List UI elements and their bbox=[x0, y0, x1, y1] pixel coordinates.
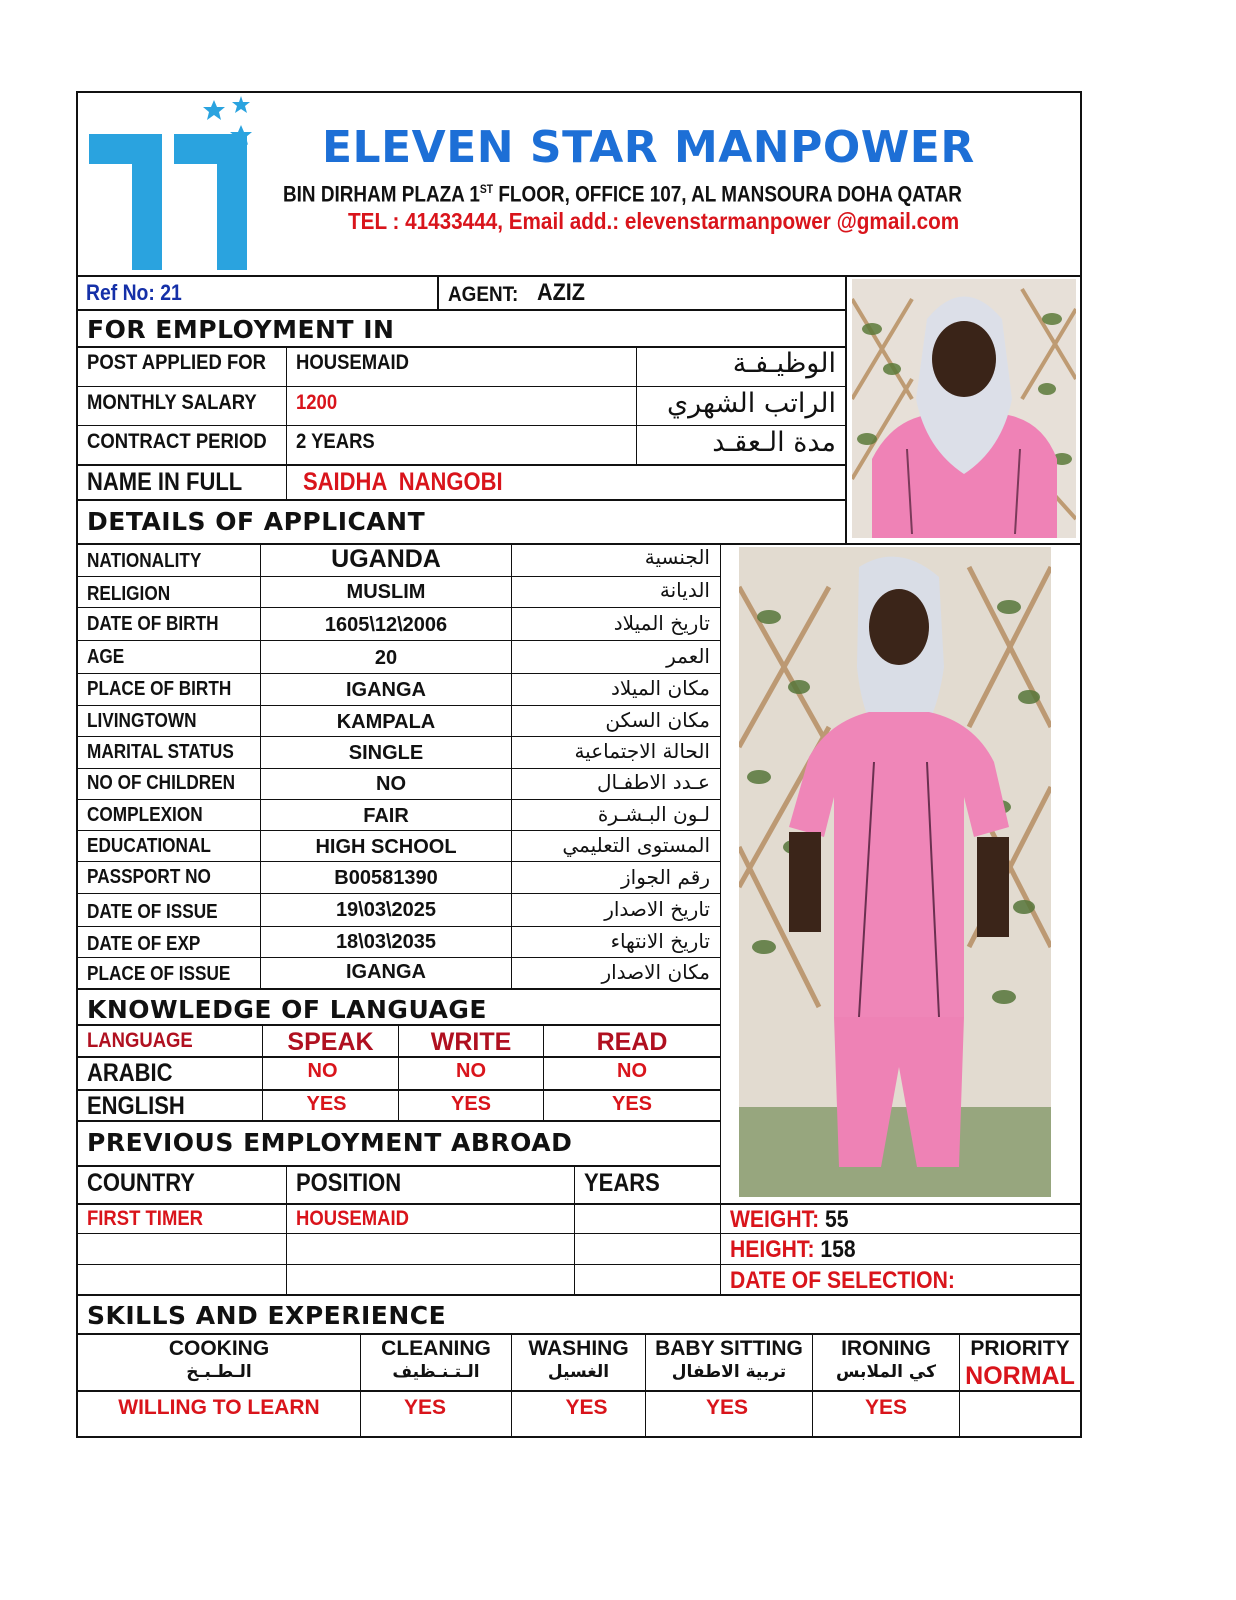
skill-arabic: الغسيل bbox=[547, 1362, 610, 1382]
detail-arabic: تاريخ الميلاد bbox=[613, 611, 710, 635]
portrait-image bbox=[852, 279, 1076, 538]
detail-label: DATE OF ISSUE bbox=[87, 901, 218, 923]
details-heading: DETAILS OF APPLICANT bbox=[87, 507, 426, 536]
contract-value: 2 YEARS bbox=[296, 430, 375, 453]
employment-heading: FOR EMPLOYMENT IN bbox=[87, 315, 395, 344]
skill-label: WASHING bbox=[528, 1337, 629, 1360]
priority-label: PRIORITY bbox=[970, 1337, 1070, 1360]
detail-arabic: المستوى التعليمي bbox=[562, 833, 710, 857]
detail-label: PLACE OF ISSUE bbox=[87, 963, 231, 985]
eleven-star-logo-icon bbox=[86, 94, 261, 272]
salary-label: MONTHLY SALARY bbox=[87, 391, 257, 414]
read-col-label: READ bbox=[596, 1028, 668, 1056]
ref-number: Ref No: 21 bbox=[86, 280, 182, 305]
agent-name: AZIZ bbox=[537, 279, 585, 306]
salary-value: 1200 bbox=[296, 391, 338, 414]
previous-heading: PREVIOUS EMPLOYMENT ABROAD bbox=[87, 1128, 573, 1157]
skill-arabic: تربية الاطفال bbox=[671, 1362, 787, 1382]
detail-value: 1605\12\2006 bbox=[324, 614, 448, 636]
skill-value: YES bbox=[864, 1396, 908, 1419]
detail-label: COMPLEXION bbox=[87, 804, 203, 826]
detail-arabic: مكان الميلاد bbox=[611, 676, 710, 700]
agent-label: AGENT: bbox=[448, 283, 519, 306]
previous-position: HOUSEMAID bbox=[296, 1207, 409, 1230]
skill-arabic: الـتـنـظيف bbox=[392, 1362, 480, 1382]
detail-value: B00581390 bbox=[334, 867, 438, 889]
company-name: ELEVEN STAR MANPOWER bbox=[322, 122, 975, 173]
detail-arabic: مكان الاصدار bbox=[601, 960, 710, 984]
detail-value: SINGLE bbox=[348, 742, 424, 764]
skills-heading: SKILLS AND EXPERIENCE bbox=[87, 1301, 447, 1330]
previous-country: FIRST TIMER bbox=[87, 1207, 204, 1230]
detail-arabic: تاريخ الاصدار bbox=[604, 897, 710, 921]
salary-arabic: الراتب الشهري bbox=[666, 388, 836, 419]
detail-label: AGE bbox=[87, 646, 125, 668]
frame-left bbox=[76, 91, 78, 1438]
applicant-portrait-photo bbox=[852, 279, 1076, 538]
priority-value: NORMAL bbox=[965, 1362, 1075, 1390]
detail-arabic: الديانة bbox=[659, 578, 710, 602]
detail-value: KAMPALA bbox=[336, 711, 436, 733]
skill-label: IRONING bbox=[841, 1337, 931, 1360]
language-name: ENGLISH bbox=[87, 1092, 185, 1120]
post-value: HOUSEMAID bbox=[296, 351, 409, 374]
full-name-label: NAME IN FULL bbox=[87, 468, 243, 496]
language-name: ARABIC bbox=[87, 1059, 173, 1087]
detail-value: NO bbox=[376, 773, 406, 795]
detail-value: IGANGA bbox=[346, 679, 426, 701]
detail-arabic: رقم الجواز bbox=[621, 865, 710, 889]
speak-col-label: SPEAK bbox=[287, 1028, 374, 1056]
country-col-label: COUNTRY bbox=[87, 1169, 195, 1197]
company-address: BIN DIRHAM PLAZA 1ST FLOOR, OFFICE 107, AL MANSOURA DOHA QATAR bbox=[283, 181, 962, 207]
years-col-label: YEARS bbox=[584, 1169, 660, 1197]
language-speak: YES bbox=[306, 1093, 347, 1115]
detail-value: FAIR bbox=[363, 805, 409, 827]
detail-label: MARITAL STATUS bbox=[87, 741, 234, 763]
skill-label: COOKING bbox=[168, 1337, 270, 1360]
detail-value: IGANGA bbox=[346, 961, 426, 983]
contract-label: CONTRACT PERIOD bbox=[87, 430, 267, 453]
skill-value: WILLING TO LEARN bbox=[118, 1396, 320, 1419]
weight: WEIGHT: 55 bbox=[730, 1206, 849, 1233]
company-contact: TEL : 41433444, Email add.: elevenstarmanpower @gmail.com bbox=[348, 208, 960, 234]
detail-label: PLACE OF BIRTH bbox=[87, 678, 232, 700]
language-write: NO bbox=[456, 1060, 486, 1082]
detail-arabic: لـون البـشـرة bbox=[597, 802, 710, 826]
frame-bottom bbox=[76, 1436, 1082, 1438]
language-read: NO bbox=[617, 1060, 647, 1082]
skill-value: YES bbox=[403, 1396, 447, 1419]
detail-arabic: مكان السكن bbox=[605, 708, 710, 732]
skill-arabic: الـطـبـخ bbox=[186, 1362, 252, 1382]
detail-value: 18\03\2035 bbox=[335, 931, 437, 953]
full-body-image bbox=[739, 547, 1051, 1197]
skill-label: CLEANING bbox=[381, 1337, 491, 1360]
contract-arabic: مدة الـعقـد bbox=[712, 427, 836, 458]
language-write: YES bbox=[450, 1093, 492, 1115]
detail-label: PASSPORT NO bbox=[87, 866, 211, 888]
frame-right bbox=[1080, 91, 1082, 1438]
skill-label: BABY SITTING bbox=[655, 1337, 803, 1360]
post-arabic: الوظيـفـة bbox=[732, 348, 836, 379]
height: HEIGHT: 158 bbox=[730, 1236, 856, 1263]
write-col-label: WRITE bbox=[430, 1028, 512, 1056]
detail-label: LIVINGTOWN bbox=[87, 710, 197, 732]
detail-arabic: الجنسية bbox=[644, 545, 710, 569]
detail-label: EDUCATIONAL bbox=[87, 835, 211, 857]
detail-label: DATE OF BIRTH bbox=[87, 613, 219, 635]
applicant-full-body-photo bbox=[739, 547, 1051, 1197]
detail-label: NATIONALITY bbox=[87, 550, 202, 572]
detail-value: 20 bbox=[374, 647, 398, 669]
detail-value: UGANDA bbox=[331, 545, 441, 573]
full-name-value: SAIDHA NANGOBI bbox=[303, 468, 503, 496]
skill-arabic: كي الملابس bbox=[836, 1362, 936, 1382]
position-col-label: POSITION bbox=[296, 1169, 402, 1197]
skill-value: YES bbox=[565, 1396, 608, 1419]
language-col-label: LANGUAGE bbox=[87, 1029, 193, 1052]
language-speak: NO bbox=[307, 1060, 338, 1082]
language-heading: KNOWLEDGE OF LANGUAGE bbox=[87, 995, 487, 1024]
frame-top bbox=[76, 91, 1082, 93]
date-of-selection: DATE OF SELECTION: bbox=[730, 1267, 955, 1294]
detail-value: MUSLIM bbox=[346, 581, 426, 603]
detail-value: 19\03\2025 bbox=[335, 899, 437, 921]
detail-arabic: تاريخ الانتهاء bbox=[610, 929, 710, 953]
post-label: POST APPLIED FOR bbox=[87, 351, 267, 374]
company-logo bbox=[86, 94, 261, 272]
detail-label: DATE OF EXP bbox=[87, 933, 201, 955]
detail-value: HIGH SCHOOL bbox=[315, 836, 457, 858]
detail-label: NO OF CHILDREN bbox=[87, 772, 236, 794]
detail-arabic: عـدد الاطفـال bbox=[596, 770, 710, 794]
detail-arabic: العمر bbox=[666, 644, 710, 668]
skill-value: YES bbox=[705, 1396, 749, 1419]
language-read: YES bbox=[611, 1093, 653, 1115]
detail-label: RELIGION bbox=[87, 583, 171, 605]
detail-arabic: الحالة الاجتماعية bbox=[574, 739, 710, 763]
